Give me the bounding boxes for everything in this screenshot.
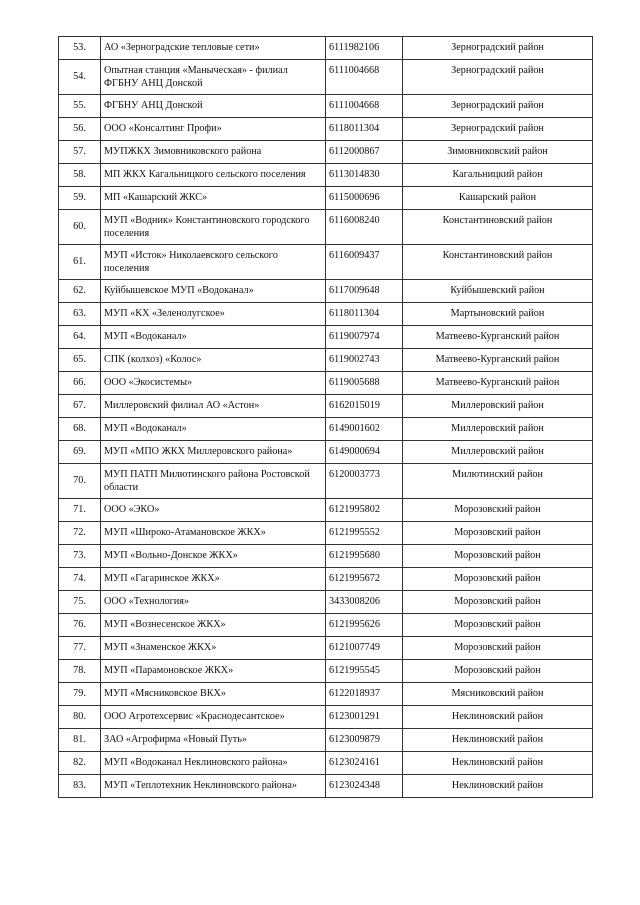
organization-name: МУП «Знаменское ЖКХ»: [101, 637, 326, 660]
inn-code: 6121007749: [326, 637, 403, 660]
inn-code: 6116009437: [326, 245, 403, 280]
inn-code: 6113014830: [326, 164, 403, 187]
table-row: [59, 706, 593, 729]
table-row: [59, 729, 593, 752]
row-number: 75.: [59, 591, 101, 614]
region-name: Кашарский район: [403, 187, 593, 210]
registry-body: [59, 37, 593, 798]
table-row: [59, 752, 593, 775]
table-row: [59, 660, 593, 683]
row-number: 55.: [59, 95, 101, 118]
table-row: [59, 775, 593, 798]
inn-code: 6121995552: [326, 522, 403, 545]
organization-name: ООО «ЭКО»: [101, 499, 326, 522]
table-row: [59, 37, 593, 60]
region-name: Зимовниковский район: [403, 141, 593, 164]
organization-name: МУП ПАТП Милютинского района Ростовской области: [101, 464, 326, 499]
inn-code: 6117009648: [326, 280, 403, 303]
row-number: 62.: [59, 280, 101, 303]
region-name: Морозовский район: [403, 499, 593, 522]
row-number: 59.: [59, 187, 101, 210]
row-number: 63.: [59, 303, 101, 326]
table-row: [59, 637, 593, 660]
organization-name: МП «Кашарский ЖКС»: [101, 187, 326, 210]
region-name: Зерноградский район: [403, 118, 593, 141]
region-name: Матвеево-Курганский район: [403, 372, 593, 395]
row-number: 81.: [59, 729, 101, 752]
row-number: 74.: [59, 568, 101, 591]
organization-name: ООО Агротехсервис «Краснодесантское»: [101, 706, 326, 729]
organization-name: МУП «Гагаринское ЖКХ»: [101, 568, 326, 591]
inn-code: 6119002743: [326, 349, 403, 372]
inn-code: 6116008240: [326, 210, 403, 245]
row-number: 61.: [59, 245, 101, 280]
region-name: Зерноградский район: [403, 37, 593, 60]
organization-name: МУП «Парамоновское ЖКХ»: [101, 660, 326, 683]
organization-name: Куйбышевское МУП «Водоканал»: [101, 280, 326, 303]
table-row: [59, 418, 593, 441]
inn-code: 6121995626: [326, 614, 403, 637]
region-name: Морозовский район: [403, 614, 593, 637]
table-row: [59, 280, 593, 303]
inn-code: 6118011304: [326, 303, 403, 326]
row-number: 57.: [59, 141, 101, 164]
row-number: 58.: [59, 164, 101, 187]
inn-code: 6111004668: [326, 60, 403, 95]
organization-name: СПК (колхоз) «Колос»: [101, 349, 326, 372]
inn-code: 3433008206: [326, 591, 403, 614]
table-row: [59, 464, 593, 499]
region-name: Миллеровский район: [403, 395, 593, 418]
organization-name: МУП «Широко-Атамановское ЖКХ»: [101, 522, 326, 545]
region-name: Константиновский район: [403, 210, 593, 245]
organization-name: АО «Зерноградские тепловые сети»: [101, 37, 326, 60]
organization-name: ООО «Технология»: [101, 591, 326, 614]
organization-name: Опытная станция «Маныческая» - филиал ФГБНУ АНЦ Донской: [101, 60, 326, 95]
row-number: 68.: [59, 418, 101, 441]
row-number: 56.: [59, 118, 101, 141]
table-row: [59, 326, 593, 349]
table-row: [59, 187, 593, 210]
organization-name: МП ЖКХ Кагальницкого сельского поселения: [101, 164, 326, 187]
row-number: 67.: [59, 395, 101, 418]
region-name: Морозовский район: [403, 545, 593, 568]
table-row: [59, 591, 593, 614]
inn-code: 6149001602: [326, 418, 403, 441]
organization-name: ООО «Экосистемы»: [101, 372, 326, 395]
organization-name: МУП «Водоканал»: [101, 418, 326, 441]
inn-code: 6123001291: [326, 706, 403, 729]
row-number: 83.: [59, 775, 101, 798]
organization-name: ООО «Консалтинг Профи»: [101, 118, 326, 141]
row-number: 53.: [59, 37, 101, 60]
organization-name: МУП «Водоканал»: [101, 326, 326, 349]
region-name: Морозовский район: [403, 660, 593, 683]
table-row: [59, 141, 593, 164]
inn-code: 6111004668: [326, 95, 403, 118]
inn-code: 6121995802: [326, 499, 403, 522]
table-row: [59, 614, 593, 637]
inn-code: 6112000867: [326, 141, 403, 164]
row-number: 54.: [59, 60, 101, 95]
region-name: Кагальницкий район: [403, 164, 593, 187]
region-name: Морозовский район: [403, 522, 593, 545]
region-name: Неклиновский район: [403, 706, 593, 729]
region-name: Куйбышевский район: [403, 280, 593, 303]
row-number: 77.: [59, 637, 101, 660]
row-number: 64.: [59, 326, 101, 349]
inn-code: 6122018937: [326, 683, 403, 706]
inn-code: 6123024161: [326, 752, 403, 775]
inn-code: 6121995672: [326, 568, 403, 591]
inn-code: 6123009879: [326, 729, 403, 752]
region-name: Морозовский район: [403, 568, 593, 591]
organization-name: МУП «Теплотехник Неклиновского района»: [101, 775, 326, 798]
inn-code: 6119005688: [326, 372, 403, 395]
table-row: [59, 683, 593, 706]
registry-table: [58, 36, 593, 798]
region-name: Неклиновский район: [403, 775, 593, 798]
organization-name: Миллеровский филиал АО «Астон»: [101, 395, 326, 418]
region-name: Морозовский район: [403, 637, 593, 660]
inn-code: 6115000696: [326, 187, 403, 210]
organization-name: ЗАО «Агрофирма «Новый Путь»: [101, 729, 326, 752]
table-row: [59, 60, 593, 95]
organization-name: МУП «Исток» Николаевского сельского поселения: [101, 245, 326, 280]
organization-name: МУП «КХ «Зеленолугское»: [101, 303, 326, 326]
row-number: 80.: [59, 706, 101, 729]
row-number: 73.: [59, 545, 101, 568]
inn-code: 6162015019: [326, 395, 403, 418]
table-row: [59, 95, 593, 118]
row-number: 66.: [59, 372, 101, 395]
region-name: Матвеево-Курганский район: [403, 326, 593, 349]
table-row: [59, 210, 593, 245]
row-number: 65.: [59, 349, 101, 372]
inn-code: 6111982106: [326, 37, 403, 60]
row-number: 78.: [59, 660, 101, 683]
organization-name: МУП «Мясниковское ВКХ»: [101, 683, 326, 706]
region-name: Зерноградский район: [403, 95, 593, 118]
organization-name: МУП «МПО ЖКХ Миллеровского района»: [101, 441, 326, 464]
table-row: [59, 245, 593, 280]
inn-code: 6120003773: [326, 464, 403, 499]
table-row: [59, 545, 593, 568]
table-row: [59, 118, 593, 141]
region-name: Миллеровский район: [403, 418, 593, 441]
region-name: Мясниковский район: [403, 683, 593, 706]
table-row: [59, 372, 593, 395]
inn-code: 6123024348: [326, 775, 403, 798]
region-name: Неклиновский район: [403, 729, 593, 752]
inn-code: 6121995545: [326, 660, 403, 683]
region-name: Миллеровский район: [403, 441, 593, 464]
organization-name: МУП «Водник» Константиновского городского поселения: [101, 210, 326, 245]
inn-code: 6121995680: [326, 545, 403, 568]
row-number: 71.: [59, 499, 101, 522]
table-row: [59, 349, 593, 372]
table-row: [59, 303, 593, 326]
table-row: [59, 568, 593, 591]
row-number: 60.: [59, 210, 101, 245]
region-name: Милютинский район: [403, 464, 593, 499]
row-number: 72.: [59, 522, 101, 545]
region-name: Константиновский район: [403, 245, 593, 280]
region-name: Мартыновский район: [403, 303, 593, 326]
organization-name: МУПЖКХ Зимовниковского района: [101, 141, 326, 164]
row-number: 69.: [59, 441, 101, 464]
region-name: Зерноградский район: [403, 60, 593, 95]
inn-code: 6118011304: [326, 118, 403, 141]
row-number: 82.: [59, 752, 101, 775]
row-number: 76.: [59, 614, 101, 637]
organization-name: МУП «Вознесенское ЖКХ»: [101, 614, 326, 637]
row-number: 70.: [59, 464, 101, 499]
organization-name: МУП «Вольно-Донское ЖКХ»: [101, 545, 326, 568]
region-name: Матвеево-Курганский район: [403, 349, 593, 372]
table-row: [59, 441, 593, 464]
table-row: [59, 522, 593, 545]
table-row: [59, 395, 593, 418]
inn-code: 6119007974: [326, 326, 403, 349]
inn-code: 6149000694: [326, 441, 403, 464]
organization-name: ФГБНУ АНЦ Донской: [101, 95, 326, 118]
organization-name: МУП «Водоканал Неклиновского района»: [101, 752, 326, 775]
region-name: Неклиновский район: [403, 752, 593, 775]
region-name: Морозовский район: [403, 591, 593, 614]
row-number: 79.: [59, 683, 101, 706]
table-row: [59, 164, 593, 187]
table-row: [59, 499, 593, 522]
